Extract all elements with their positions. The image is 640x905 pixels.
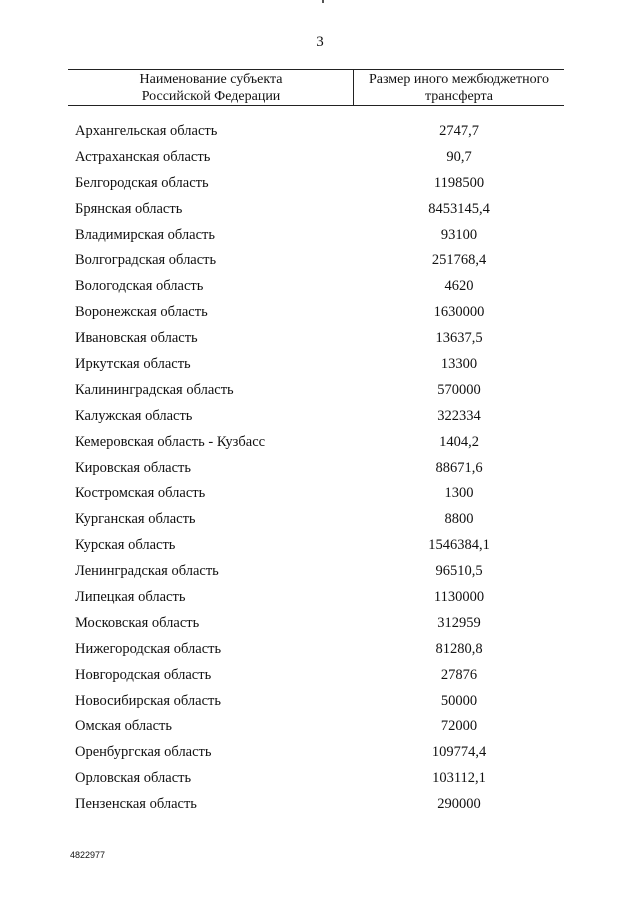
region-name: Воронежская область <box>75 304 208 321</box>
table-row <box>0 223 640 249</box>
table-row <box>0 378 640 404</box>
table-row <box>0 714 640 740</box>
region-name: Владимирская область <box>75 226 215 243</box>
region-name: Костромская область <box>75 485 206 502</box>
transfer-amount: 1404,2 <box>439 433 479 450</box>
region-name: Волгоградская область <box>75 252 217 269</box>
transfer-amount: 570000 <box>437 381 481 398</box>
table-row <box>0 456 640 482</box>
region-name: Ивановская область <box>75 330 198 347</box>
table-row <box>0 481 640 507</box>
region-name: Ленинградская область <box>75 563 219 580</box>
transfer-amount: 8800 <box>444 511 474 528</box>
table-row <box>0 248 640 274</box>
transfer-amount: 1130000 <box>433 589 485 606</box>
region-name: Кировская область <box>75 459 192 476</box>
region-name: Иркутская область <box>75 356 191 373</box>
region-name: Вологодская область <box>75 278 204 295</box>
table-header <box>68 69 564 106</box>
region-name: Орловская область <box>75 770 192 787</box>
table-row <box>0 740 640 766</box>
table-row <box>0 197 640 223</box>
transfer-amount: 13637,5 <box>435 330 483 347</box>
region-name: Курская область <box>75 537 176 554</box>
region-name: Нижегородская область <box>75 640 222 657</box>
transfer-amount: 4620 <box>444 278 474 295</box>
table-row <box>0 663 640 689</box>
region-name: Пензенская область <box>75 796 197 813</box>
table-row <box>0 507 640 533</box>
transfer-amount: 90,7 <box>446 148 472 165</box>
scan-mark <box>322 0 324 3</box>
transfer-amount: 290000 <box>437 796 481 813</box>
transfer-amount: 2747,7 <box>439 123 479 139</box>
transfer-amount: 13300 <box>440 356 478 373</box>
region-name: Новгородская область <box>75 666 212 683</box>
header-transfer-size-line-1: Размер иного межбюджетного <box>368 71 550 87</box>
region-name: Омская область <box>75 718 172 735</box>
transfer-amount: 88671,6 <box>435 459 483 476</box>
transfer-amount: 322334 <box>437 407 481 424</box>
region-name: Оренбургская область <box>75 744 212 761</box>
transfer-amount: 8453145,4 <box>428 200 490 217</box>
region-name: Белгородская область <box>75 174 209 191</box>
table-row <box>0 326 640 352</box>
table-row <box>0 404 640 430</box>
transfer-amount: 1198500 <box>433 174 485 191</box>
table-row <box>0 300 640 326</box>
region-name: Брянская область <box>75 200 183 217</box>
table-row <box>0 689 640 715</box>
page-number: 3 <box>316 34 324 50</box>
transfer-amount: 1630000 <box>433 304 485 321</box>
table-row <box>0 119 640 145</box>
table-row <box>0 585 640 611</box>
region-name: Астраханская область <box>75 148 211 165</box>
transfer-amount: 103112,1 <box>432 770 486 787</box>
transfer-amount: 109774,4 <box>431 744 487 761</box>
header-subject-name <box>68 70 354 105</box>
transfer-amount: 27876 <box>440 666 478 683</box>
header-transfer-size <box>354 70 564 105</box>
table-row <box>0 274 640 300</box>
table-row <box>0 171 640 197</box>
header-subject-name-line-1: Наименование субъекта <box>139 71 283 87</box>
region-name: Новосибирская область <box>75 692 221 709</box>
table-body <box>0 119 640 818</box>
region-name: Калининградская область <box>75 381 234 398</box>
region-name: Липецкая область <box>75 589 186 606</box>
table-row <box>0 792 640 818</box>
table-row <box>0 611 640 637</box>
table-row <box>0 637 640 663</box>
transfer-amount: 312959 <box>437 614 481 631</box>
header-subject-name-line-2: Российской Федерации <box>141 88 281 104</box>
table-row <box>0 352 640 378</box>
region-name: Курганская область <box>75 511 196 528</box>
transfer-amount: 72000 <box>440 718 478 735</box>
table-row <box>0 559 640 585</box>
transfer-amount: 1546384,1 <box>428 537 490 554</box>
table-row <box>0 533 640 559</box>
transfer-amount: 93100 <box>440 226 478 243</box>
table-row <box>0 766 640 792</box>
transfer-amount: 50000 <box>440 692 478 709</box>
transfer-amount: 1300 <box>444 485 474 502</box>
transfer-amount: 96510,5 <box>435 563 483 580</box>
region-name: Калужская область <box>75 407 193 424</box>
table-row <box>0 145 640 171</box>
document-code: 4822977 <box>70 850 106 860</box>
transfer-amount: 251768,4 <box>431 252 487 269</box>
table-row <box>0 430 640 456</box>
header-transfer-size-line-2: трансферта <box>425 88 493 104</box>
region-name: Архангельская область <box>75 123 218 139</box>
region-name: Кемеровская область - Кузбасс <box>75 433 266 450</box>
transfer-amount: 81280,8 <box>435 640 483 657</box>
region-name: Московская область <box>75 614 200 631</box>
